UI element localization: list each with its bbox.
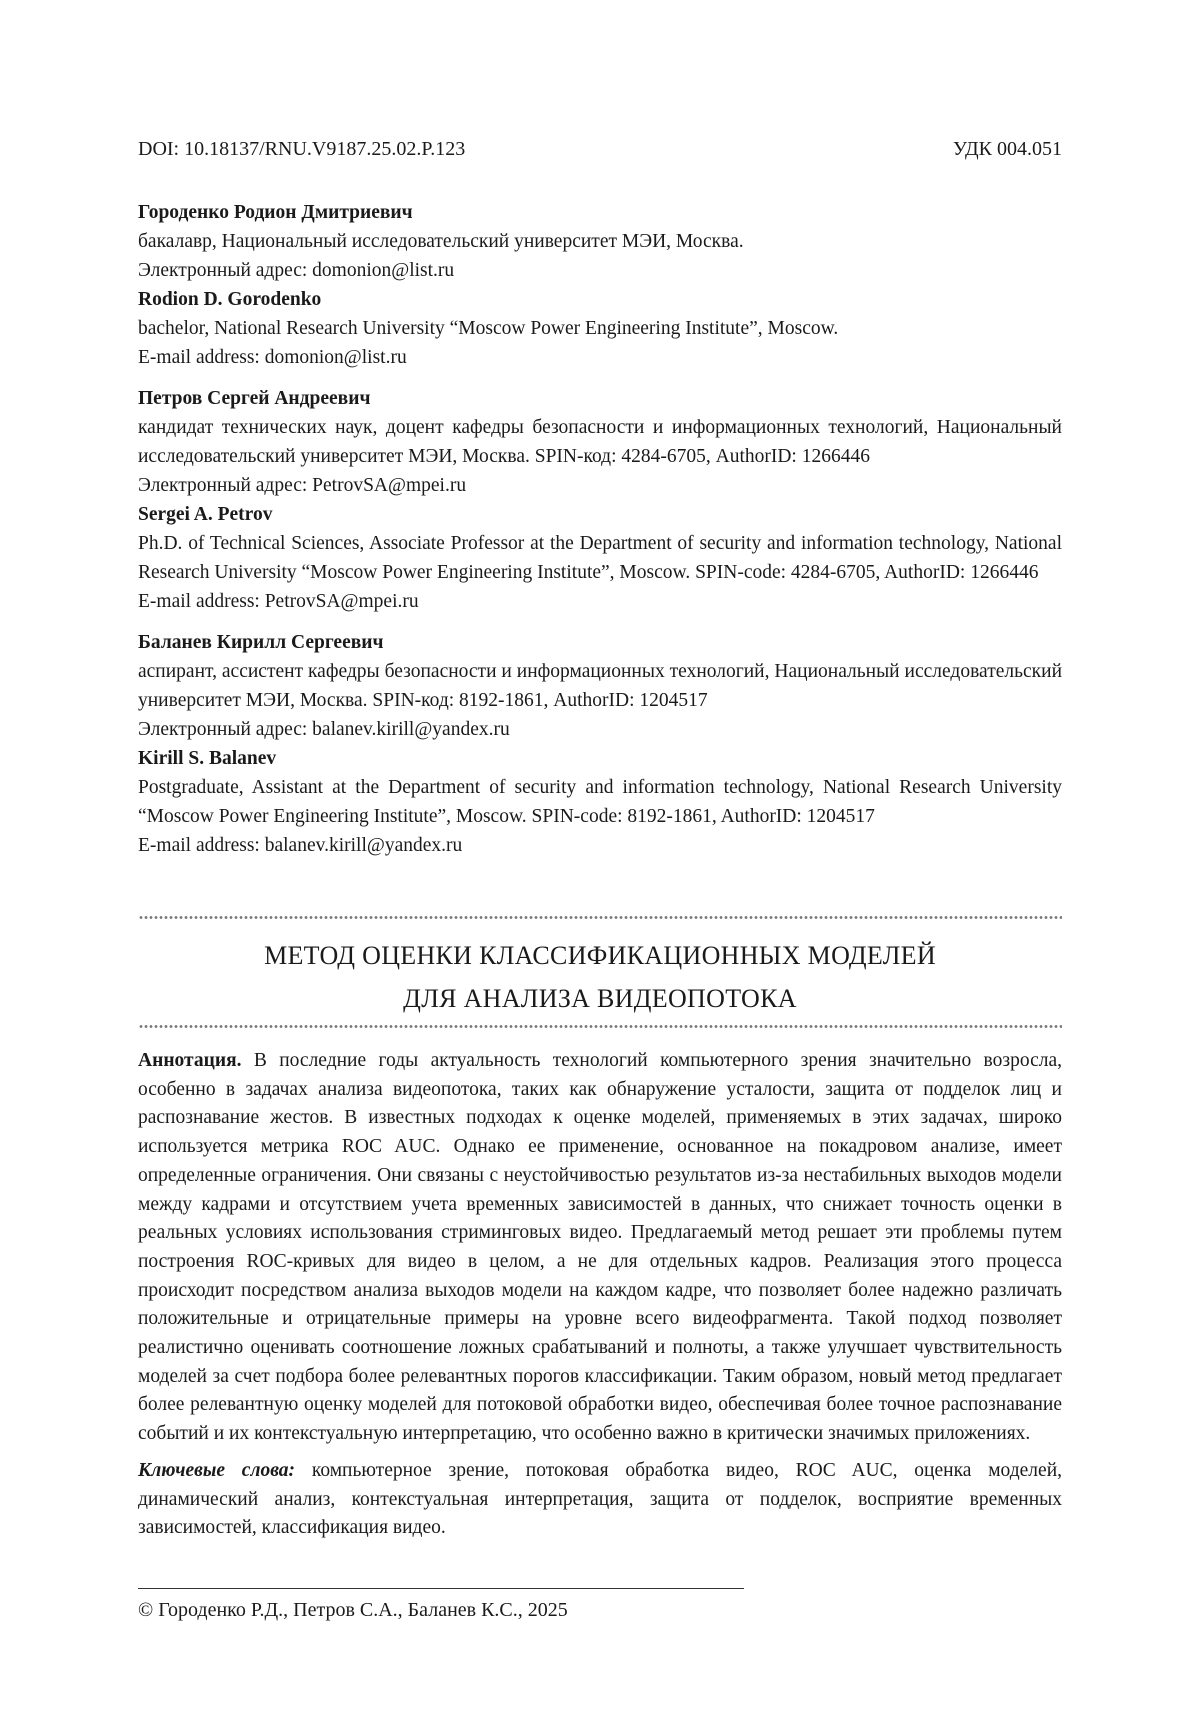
author-email-ru: Электронный адрес: domonion@list.ru (138, 260, 455, 281)
copyright-footnote: © Городенко Р.Д., Петров С.А., Баланев К.С., 2025 (138, 1599, 568, 1621)
author-affiliation-ru: кандидат технических наук, доцент кафедры безопасности и информационных технологий, Национальный исследовательский университет МЭИ, Москва. SPIN-код: 4284-6705, AuthorID: 1266446 (138, 417, 1062, 467)
author-affiliation-ru: бакалавр, Национальный исследовательский университет МЭИ, Москва. (138, 231, 744, 252)
author-name-ru: Городенко Родион Дмитриевич (138, 202, 413, 223)
author-email-en: E-mail address: domonion@list.ru (138, 347, 407, 368)
author-name-en: Sergei A. Petrov (138, 504, 273, 525)
author-2 (138, 384, 1062, 616)
author-list (138, 198, 1062, 872)
abstract-paragraph (138, 1047, 1062, 1449)
decorative-divider-top (138, 914, 1062, 921)
keywords-paragraph (138, 1457, 1062, 1543)
author-affiliation-en: bachelor, National Research University “Moscow Power Engineering Institute”, Moscow. (138, 318, 839, 339)
title-line-2: ДЛЯ АНАЛИЗА ВИДЕОПОТОКА (403, 984, 797, 1013)
article-title (138, 934, 1062, 1020)
author-affiliation-en: Ph.D. of Technical Sciences, Associate Professor at the Department of security and information technology, National Research University “Moscow Power Engineering Institute”, Moscow. SPIN-code: 4284-6705, AuthorID: 1266446 (138, 533, 1062, 583)
abstract-section (138, 1047, 1062, 1543)
doi: DOI: 10.18137/RNU.V9187.25.02.P.123 (138, 138, 466, 160)
author-affiliation-en: Postgraduate, Assistant at the Department of security and information technology, National Research University “Moscow Power Engineering Institute”, Moscow. SPIN-code: 8192-1861, AuthorID: 1204517 (138, 777, 1062, 827)
author-1 (138, 198, 1062, 372)
author-affiliation-ru: аспирант, ассистент кафедры безопасности и информационных технологий, Национальный исследовательский университет МЭИ, Москва. SPIN-код: 8192-1861, AuthorID: 1204517 (138, 661, 1062, 711)
keywords-label: Ключевые слова: (138, 1459, 296, 1481)
author-name-en: Kirill S. Balanev (138, 748, 277, 769)
author-email-en: E-mail address: PetrovSA@mpei.ru (138, 591, 419, 612)
decorative-divider-bottom (138, 1023, 1062, 1030)
keywords-text: компьютерное зрение, потоковая обработка видео, ROC AUC, оценка моделей, динамический анализ, контекстуальная интерпретация, защита от подделок, восприятие временных зависимостей, классификация видео. (138, 1459, 1063, 1539)
author-email-en: E-mail address: balanev.kirill@yandex.ru (138, 835, 463, 856)
author-name-ru: Баланев Кирилл Сергеевич (138, 632, 384, 653)
author-email-ru: Электронный адрес: balanev.kirill@yandex.ru (138, 719, 510, 740)
author-name-ru: Петров Сергей Андреевич (138, 388, 371, 409)
footnote-rule (138, 1588, 744, 1589)
article-header (138, 138, 1062, 161)
abstract-text: В последние годы актуальность технологий компьютерного зрения значительно возросла, особенно в задачах анализа видеопотока, таких как обнаружение усталости, защита от подделок лиц и распознавание жестов. В известных подходах к оценке моделей, применяемых в этих задачах, широко используется метрика ROC AUC. Однако ее применение, основанное на покадровом анализе, имеет определенные ограничения. Они связаны с неустойчивостью результатов из-за нестабильных выходов модели между кадрами и отсутствием учета временных зависимостей в данных, что снижает точность оценки в реальных условиях использования стриминговых видео. Предлагаемый метод решает эти проблемы путем построения ROC-кривых для видео в целом, а не для отдельных кадров. Реализация этого процесса происходит посредством анализа выходов модели на каждом кадре, что позволяет более надежно различать положительные и отрицательные примеры на уровне всего видеофрагмента. Такой подход позволяет реалистично оценивать соотношение ложных срабатываний и полноты, а также улучшает чувствительность моделей за счет подбора более релевантных порогов классификации. Таким образом, новый метод предлагает более релевантную оценку моделей для потоковой обработки видео, обеспечивая более точное распознавание событий и их контекстуальную интерпретацию, что особенно важно в критически значимых приложениях. (138, 1050, 1062, 1445)
author-name-en: Rodion D. Gorodenko (138, 289, 322, 310)
author-email-ru: Электронный адрес: PetrovSA@mpei.ru (138, 475, 467, 496)
author-3 (138, 628, 1062, 860)
title-line-1: МЕТОД ОЦЕНКИ КЛАССИФИКАЦИОННЫХ МОДЕЛЕЙ (264, 941, 936, 970)
udk-code: УДК 004.051 (952, 138, 1062, 160)
abstract-label: Аннотация. (138, 1050, 242, 1071)
